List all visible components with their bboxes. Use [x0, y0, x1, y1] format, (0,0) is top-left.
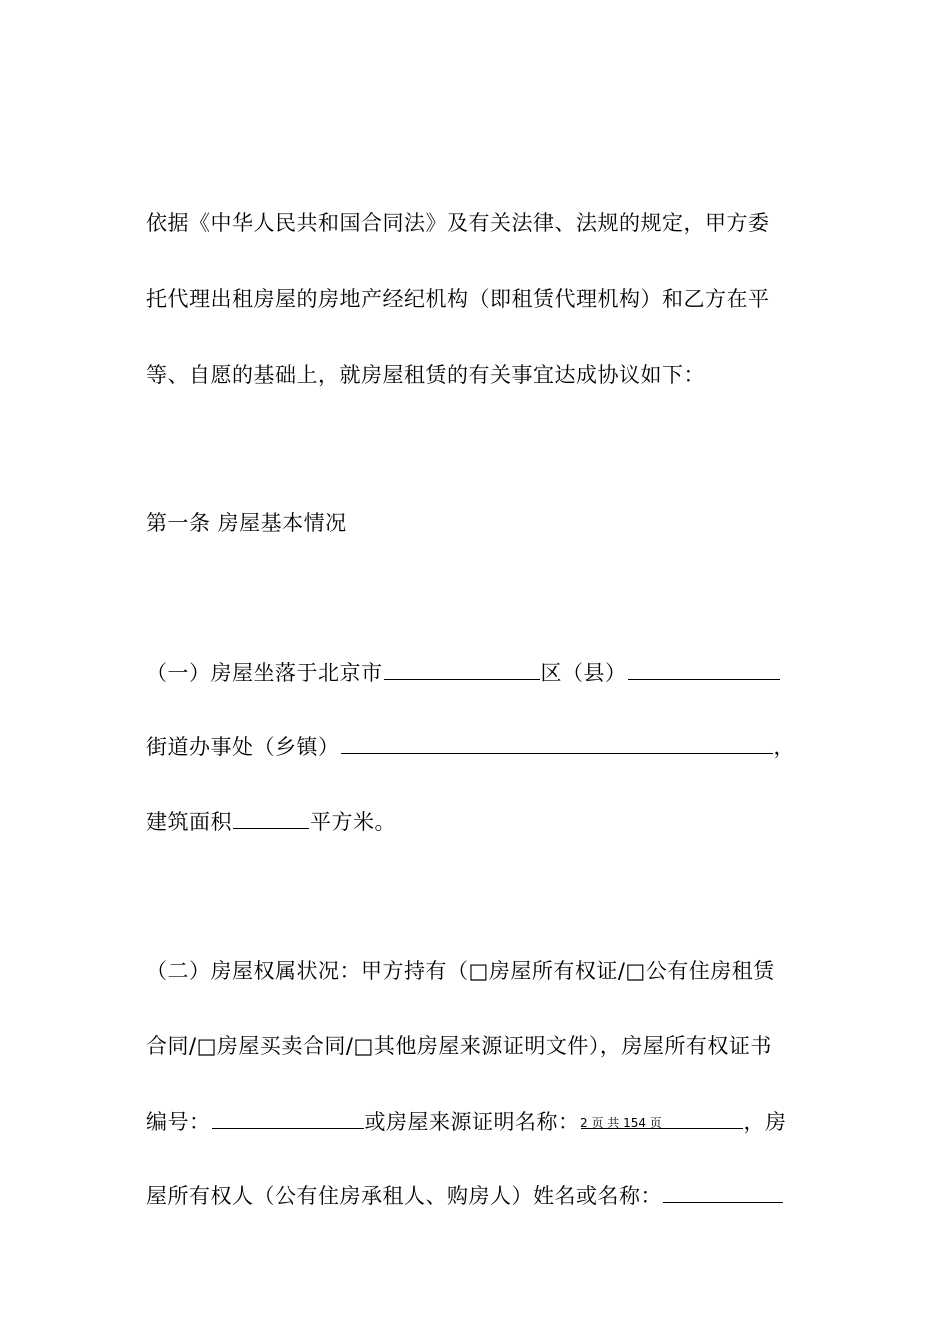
article-heading: 第一条 房屋基本情况 — [146, 511, 347, 535]
option-other-docs: 其他房屋来源证明文件），房屋所有权证书 — [373, 1034, 772, 1058]
option-public-lease-cont: 合同/ — [146, 1034, 197, 1058]
page-number: 2 页 共 154 页 — [580, 1116, 662, 1130]
area-unit: 平方米。 — [310, 810, 396, 834]
owner-name-label: 屋所有权人（公有住房承租人、购房人）姓名或名称： — [146, 1184, 662, 1208]
section2-line-3 — [146, 1108, 787, 1136]
section2-line-4 — [146, 1182, 784, 1210]
section1-line-2 — [146, 733, 795, 761]
location-label: （一）房屋坐落于北京市 — [146, 661, 383, 685]
ownership-label: （二）房屋权属状况：甲方持有（ — [146, 959, 469, 983]
section2-line-1 — [146, 957, 775, 985]
section1-line-1 — [146, 659, 781, 687]
source-doc-label: 或房屋来源证明名称： — [364, 1110, 580, 1134]
owner-label-start: ，房 — [743, 1110, 787, 1134]
checkbox-icon: □ — [625, 959, 646, 983]
street-label: 街道办事处（乡镇） — [146, 735, 340, 759]
option-public-lease: 公有住房租赁 — [645, 959, 775, 983]
checkbox-icon: □ — [196, 1034, 217, 1058]
owner-name-blank — [663, 1182, 783, 1203]
county-blank — [628, 659, 780, 680]
section2-line-2 — [146, 1032, 772, 1060]
intro-line-2: 托代理出租房屋的房地产经纪机构（即租赁代理机构）和乙方在平 — [146, 287, 770, 311]
option-purchase-contract: 房屋买卖合同/ — [216, 1034, 354, 1058]
area-label: 建筑面积 — [146, 810, 232, 834]
checkbox-icon: □ — [468, 959, 489, 983]
cert-number-blank — [212, 1108, 364, 1129]
area-blank — [233, 808, 309, 829]
option-ownership-cert: 房屋所有权证/ — [488, 959, 626, 983]
intro-line-1: 依据《中华人民共和国合同法》及有关法律、法规的规定，甲方委 — [146, 211, 770, 235]
checkbox-icon: □ — [353, 1034, 374, 1058]
intro-line-3: 等、自愿的基础上，就房屋租赁的有关事宜达成协议如下： — [146, 363, 705, 387]
street-comma: ， — [773, 735, 795, 759]
district-blank — [384, 659, 540, 680]
section1-line-3 — [146, 808, 396, 836]
cert-number-label: 编号： — [146, 1110, 211, 1134]
street-blank — [341, 733, 773, 754]
district-label: 区（县） — [540, 661, 627, 685]
